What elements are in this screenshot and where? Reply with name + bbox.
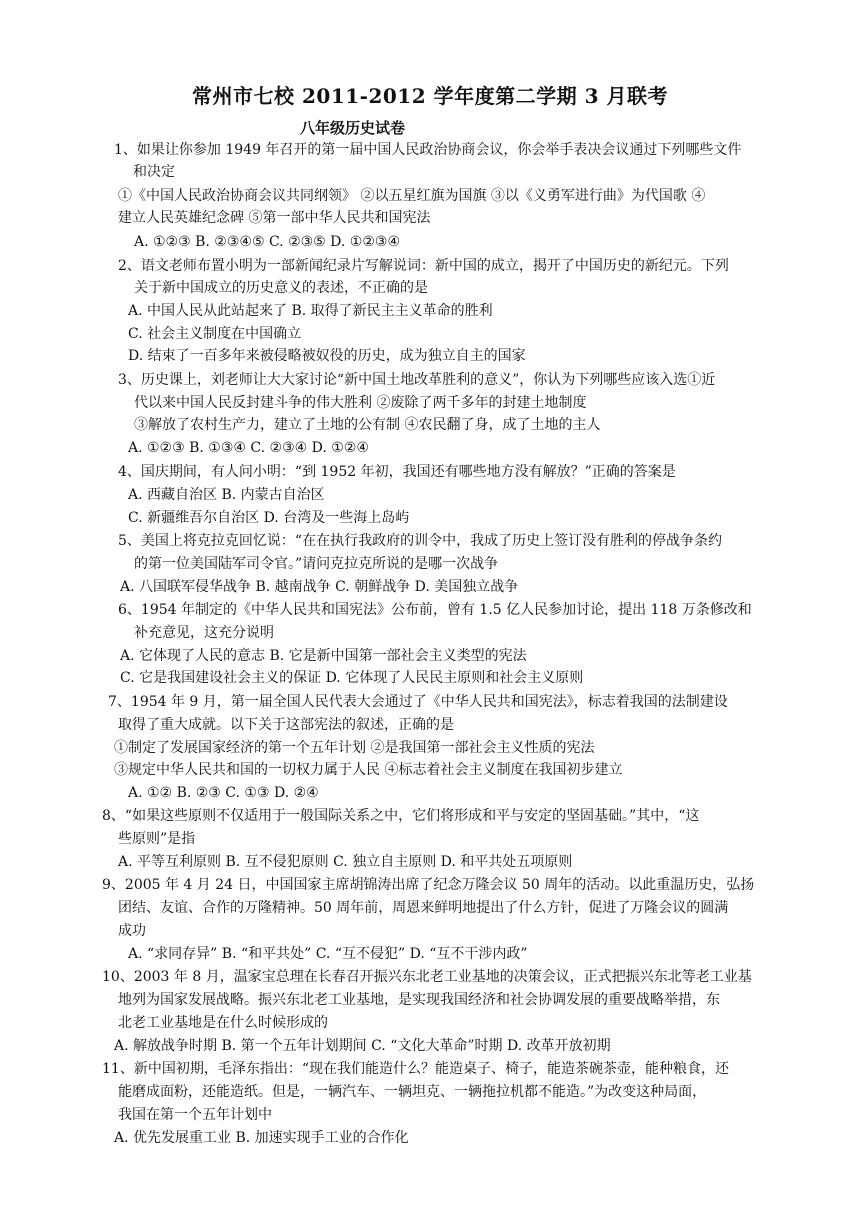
- question-4-options-cd: C. 新疆维吾尔自治区 D. 台湾及一些海上岛屿: [128, 510, 410, 526]
- question-4-stem: 4、国庆期间，有人问小明：“到 1952 年初，我国还有哪些地方没有解放？”正确的答案是: [118, 464, 676, 480]
- question-11-stem: 11、新中国初期，毛泽东指出：“现在我们能造什么？能造桌子、椅子，能造茶碗茶壶，能种粮食，还: [102, 1061, 729, 1077]
- question-9-stem-end: 成功: [118, 923, 146, 939]
- question-1-items: ①《中国人民政治协商会议共同纲领》 ②以五星红旗为国旗 ③以《义勇军进行曲》为代国歌 ④: [118, 188, 706, 204]
- exam-title: 常州市七校 2011-2012 学年度第二学期 3 月联考: [192, 84, 668, 108]
- question-9-stem-cont: 团结、友谊、合作的万隆精神。50 周年前，周恩来鲜明地提出了什么方针，促进了万隆会议的圆满: [118, 900, 729, 916]
- question-11-options-ab: A. 优先发展重工业 B. 加速实现手工业的合作化: [114, 1130, 409, 1146]
- question-4-options-ab: A. 西藏自治区 B. 内蒙古自治区: [128, 487, 325, 503]
- question-9-stem: 9、2005 年 4 月 24 日，中国国家主席胡锦涛出席了纪念万隆会议 50 周年的活动。以此重温历史，弘扬: [102, 877, 755, 893]
- question-3-options: A. ①②③ B. ①③④ C. ②③④ D. ①②④: [128, 440, 369, 456]
- question-3-stem: 3、历史课上，刘老师让大大家讨论“新中国土地改革胜利的意义”，你认为下列哪些应该入选①近: [118, 372, 716, 388]
- question-10-options: A. 解放战争时期 B. 第一个五年计划期间 C. “文化大革命”时期 D. 改革开放初期: [114, 1038, 611, 1054]
- question-8-stem: 8、“如果这些原则不仅适用于一般国际关系之中，它们将形成和平与安定的坚固基础。”其中，“这: [102, 808, 700, 824]
- question-1-items-cont: 建立人民英雄纪念碑 ⑤第一部中华人民共和国宪法: [118, 210, 431, 226]
- question-7-stem: 7、1954 年 9 月，第一届全国人民代表大会通过了《中华人民共和国宪法》，标志着我国的法制建设: [108, 694, 728, 710]
- question-5-stem-cont: 的第一位美国陆军司令官。”请问克拉克所说的是哪一次战争: [134, 556, 499, 572]
- question-11-stem-cont: 能磨成面粉，还能造纸。但是，一辆汽车、一辆坦克、一辆拖拉机都不能造。”为改变这种局面，: [118, 1084, 707, 1100]
- question-8-options: A. 平等互利原则 B. 互不侵犯原则 C. 独立自主原则 D. 和平共处五项原则: [118, 854, 573, 870]
- question-1-options: A. ①②③ B. ②③④⑤ C. ②③⑤ D. ①②③④: [134, 234, 400, 250]
- question-6-stem-cont: 补充意见，这充分说明: [134, 625, 274, 641]
- question-6-options-cd: C. 它是我国建设社会主义的保证 D. 它体现了人民民主原则和社会主义原则: [120, 670, 584, 686]
- question-3-stem-cont: 代以来中国人民反封建斗争的伟大胜利 ②废除了两千多年的封建土地制度: [134, 395, 587, 411]
- question-7-options: A. ①② B. ②③ C. ①③ D. ②④: [128, 785, 319, 801]
- question-2-stem-cont: 关于新中国成立的历史意义的表述，不正确的是: [134, 280, 428, 296]
- exam-subtitle: 八年级历史试卷: [300, 119, 406, 137]
- question-2-options-ab: A. 中国人民从此站起来了 B. 取得了新民主主义革命的胜利: [128, 303, 493, 319]
- question-2-stem: 2、语文老师布置小明为一部新闻纪录片写解说词：新中国的成立，揭开了中国历史的新纪元。下列: [118, 258, 729, 274]
- question-2-option-c: C. 社会主义制度在中国确立: [128, 326, 302, 342]
- question-2-option-d: D. 结束了一百多年来被侵略被奴役的历史，成为独立自主的国家: [128, 348, 526, 364]
- question-11-stem-end: 我国在第一个五年计划中: [118, 1107, 272, 1123]
- question-7-stem-cont: 取得了重大成就。以下关于这部宪法的叙述，正确的是: [118, 717, 454, 733]
- question-10-stem-cont: 地列为国家发展战略。振兴东北老工业基地，是实现我国经济和社会协调发展的重要战略举措，东: [118, 992, 720, 1008]
- question-10-stem-end: 北老工业基地是在什么时候形成的: [118, 1015, 328, 1031]
- question-6-stem: 6、1954 年制定的《中华人民共和国宪法》公布前，曾有 1.5 亿人民参加讨论，提出 118 万条修改和: [118, 602, 752, 618]
- question-8-stem-cont: 些原则”是指: [118, 831, 196, 847]
- question-5-options: A. 八国联军侵华战争 B. 越南战争 C. 朝鲜战争 D. 美国独立战争: [120, 579, 519, 595]
- question-7-items-12: ①制定了发展国家经济的第一个五年计划 ②是我国第一部社会主义性质的宪法: [114, 740, 595, 756]
- question-7-items-34: ③规定中华人民共和国的一切权力属于人民 ④标志着社会主义制度在我国初步建立: [114, 762, 623, 778]
- question-10-stem: 10、2003 年 8 月，温家宝总理在长春召开振兴东北老工业基地的决策会议，正式把振兴东北等老工业基: [102, 969, 752, 985]
- question-6-options-ab: A. 它体现了人民的意志 B. 它是新中国第一部社会主义类型的宪法: [120, 648, 527, 664]
- question-3-items: ③解放了农村生产力，建立了土地的公有制 ④农民翻了身，成了土地的主人: [134, 417, 601, 433]
- question-1-stem: 1、如果让你参加 1949 年召开的第一届中国人民政治协商会议，你会举手表决会议通过下列哪些文件: [114, 142, 742, 158]
- question-1-stem-cont: 和决定: [133, 164, 175, 180]
- question-9-options: A. “求同存异” B. “和平共处” C. “互不侵犯” D. “互不干涉内政”: [128, 946, 528, 962]
- question-5-stem: 5、美国上将克拉克回忆说：“在在执行我政府的训令中，我成了历史上签订没有胜利的停战争条约: [118, 533, 723, 549]
